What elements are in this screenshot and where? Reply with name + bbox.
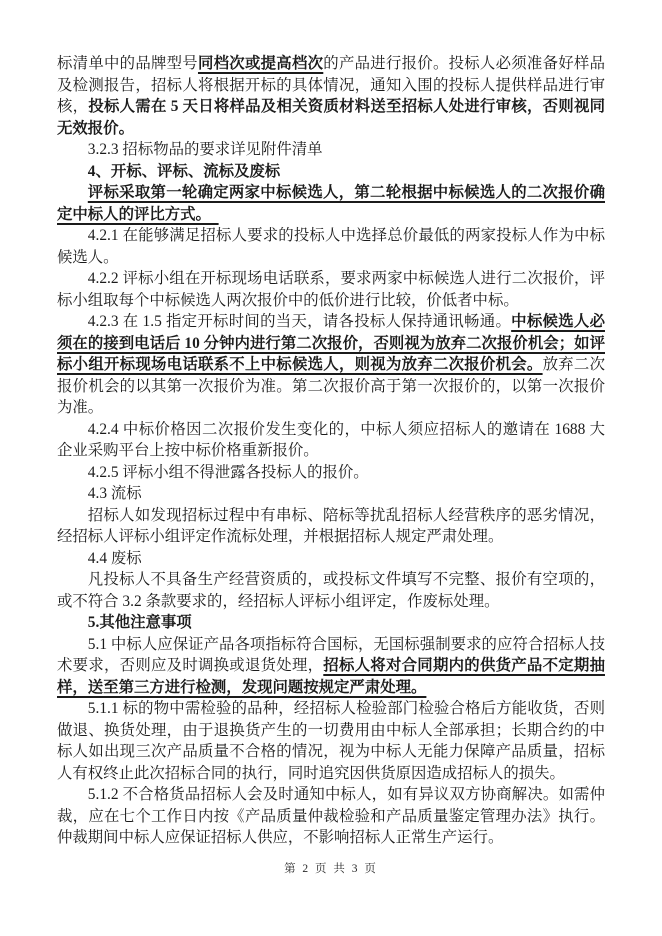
- text-run: 评标采取第一轮确定两家中标候选人，第二轮根据中标候选人的二次报价确定中标人的评比方式。: [57, 184, 605, 223]
- text-run: 中标候选人必须在的接到电话后 10 分钟内进行第二次报价，否则视为放弃二次报价机会；如评标小组开标现场电话联系不上中标候选人，则视为放弃二次报价机会。: [57, 313, 605, 373]
- paragraph: [57, 784, 605, 849]
- paragraph: [57, 311, 605, 419]
- text-run: 放弃二次报价机会的以其第一次报价为准。第二次报价高于第一次报价的，以第一次报价为准。: [57, 356, 605, 416]
- paragraph: [57, 634, 605, 699]
- text-run: 4.2.2 评标小组在开标现场电话联系，要求两家中标候选人进行二次报价，评标小组取每个中标候选人两次报价中的低价进行比较，价低者中标。: [57, 270, 605, 309]
- text-run: 5.1.1 标的物中需检验的品种，经招标人检验部门检验合格后方能收货，否则做退、换货处理，由于退换货产生的一切费用由中标人全部承担；长期合约的中标人如出现三次产品质量不合格的情况，视为中标人无能力保障产品质量，招标人有权终止此次招标合同的执行，同时追究因供货原因造成招标人的损失。: [57, 700, 605, 782]
- text-run: 4、开标、评标、流标及废标: [87, 162, 281, 180]
- text-run: 4.2.5 评标小组不得泄露各投标人的报价。: [87, 463, 369, 481]
- paragraph: [57, 182, 605, 225]
- text-run: 同档次或提高档次: [197, 55, 324, 72]
- paragraph: [57, 419, 605, 462]
- paragraph: [57, 225, 605, 268]
- paragraph: [57, 53, 605, 139]
- text-run: 5.其他注意事项: [87, 614, 192, 631]
- paragraph: [57, 505, 605, 548]
- paragraph: [57, 268, 605, 311]
- page-number-footer: 第 2 页 共 3 页: [284, 863, 378, 875]
- text-run: 招标人如发现招标过程中有串标、陪标等扰乱招标人经营秩序的恶劣情况，经招标人评标小组评定作流标处理，并根据招标人规定严肃处理。: [57, 506, 605, 545]
- paragraph: [57, 612, 605, 634]
- text-run: 4.4 废标: [87, 549, 142, 567]
- paragraph: [57, 462, 605, 484]
- document-body: [57, 53, 605, 849]
- text-run: 的产品进行报价。投标人必须准备好样品及检测报告，招标人将根据开标的具体情况，通知入围的投标人提供样品进行审核，: [57, 55, 605, 115]
- paragraph: [57, 161, 605, 183]
- text-run: 标清单中的品牌型号: [57, 55, 198, 72]
- text-run: 4.2.3 在 1.5 指定开标时间的当天，请各投标人保持通讯畅通。: [87, 313, 512, 330]
- text-run: 投标人需在 5 天日将样品及相关资质材料送至招标人处进行审核，否则视同无效报价。: [57, 98, 605, 137]
- text-run: 招标人将对合同期内的供货产品不定期抽样，送至第三方进行检测，发现问题按规定严肃处理。: [57, 657, 605, 696]
- paragraph: [57, 569, 605, 612]
- text-run: 3.2.3 招标物品的要求详见附件清单: [87, 141, 323, 158]
- text-run: 5.1.2 不合格货品招标人会及时通知中标人，如有异议双方协商解决。如需仲裁，应在七个工作日内按《产品质量仲裁检验和产品质量鉴定管理办法》执行。仲裁期间中标人应保证招标人供应，不影响招标人正常生产运行。: [57, 786, 605, 846]
- paragraph: [57, 483, 605, 505]
- text-run: 5.1 中标人应保证产品各项指标符合国标，无国标强制要求的应符合招标人技术要求，否则应及时调换或退货处理，: [57, 635, 605, 674]
- text-run: 4.2.4 中标价格因二次报价发生变化的，中标人须应招标人的邀请在 1688 大企业采购平台上按中标价格重新报价。: [57, 420, 605, 459]
- paragraph: [57, 548, 605, 570]
- paragraph: [57, 698, 605, 784]
- text-run: 4.3 流标: [87, 485, 142, 502]
- text-run: 凡投标人不具备生产经营资质的，或投标文件填写不完整、报价有空项的，或不符合 3.2 条款要求的，经招标人评标小组评定，作废标处理。: [57, 571, 605, 610]
- paragraph: [57, 139, 605, 161]
- text-run: 4.2.1 在能够满足招标人要求的投标人中选择总价最低的两家投标人作为中标候选人。: [57, 227, 605, 266]
